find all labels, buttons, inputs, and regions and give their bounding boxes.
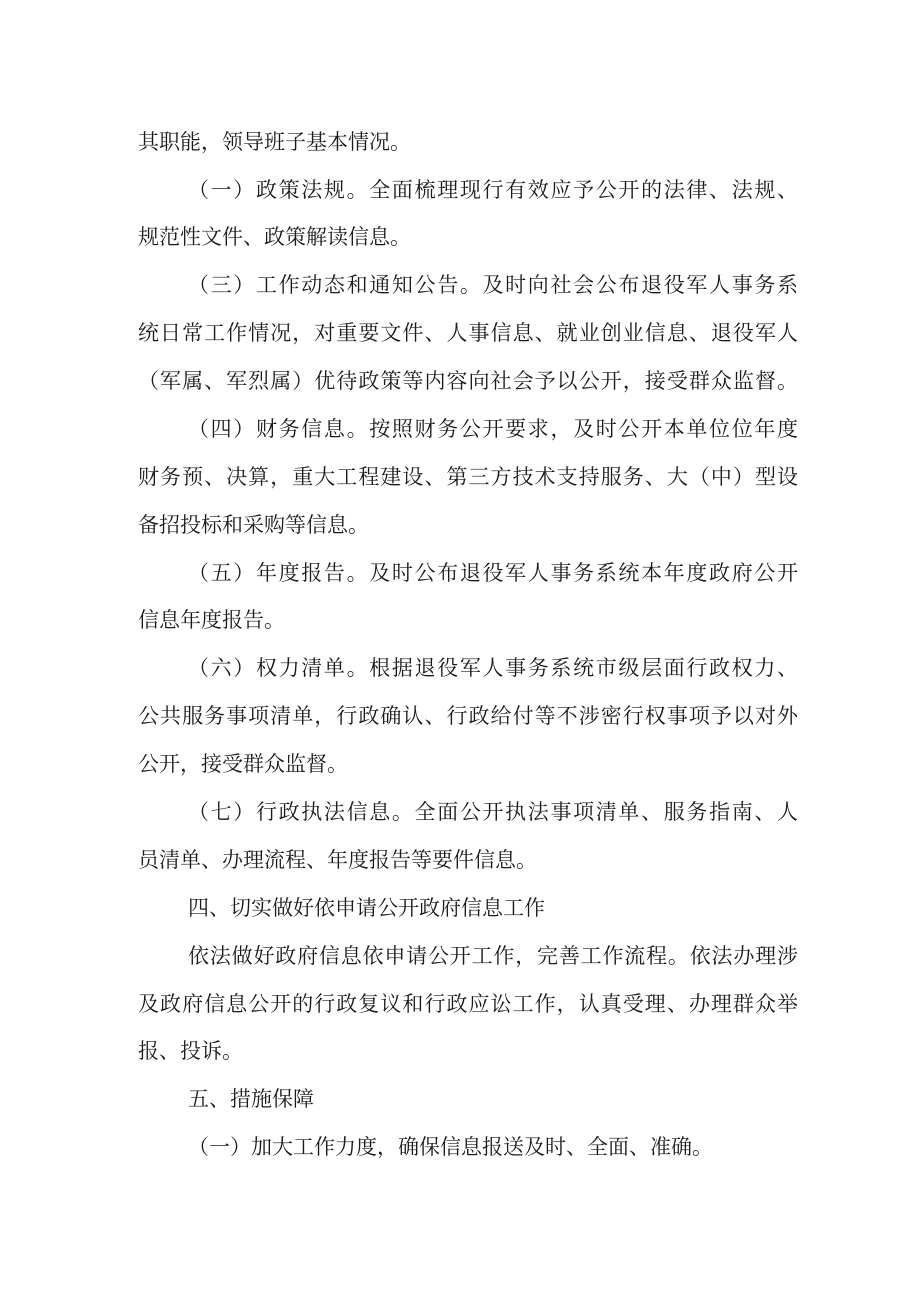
- paragraph-line: 员清单、办理流程、年度报告等要件信息。: [138, 848, 537, 872]
- paragraph-line: （军属、军烈属）优待政策等内容向社会予以公开，接受群众监督。: [138, 369, 798, 393]
- paragraph-line: 备招投标和采购等信息。: [138, 513, 369, 537]
- section-heading-finance: （四）财务信息。按照财务公开要求，及时公开本单位位年度: [188, 417, 798, 441]
- chapter-heading-five: 五、措施保障: [188, 1087, 314, 1111]
- paragraph-line: 公共服务事项清单，行政确认、行政给付等不涉密行权事项予以对外: [138, 704, 798, 728]
- paragraph-line: 及政府信息公开的行政复议和行政应讼工作，认真受理、办理群众举: [138, 992, 798, 1016]
- section-heading-measures-one: （一）加大工作力度，确保信息报送及时、全面、准确。: [188, 1135, 713, 1159]
- section-heading-annual-report: （五）年度报告。及时公布退役军人事务系统本年度政府公开: [188, 561, 798, 585]
- paragraph-line: 依法做好政府信息依申请公开工作，完善工作流程。依法办理涉: [188, 944, 798, 968]
- section-heading-work-news: （三）工作动态和通知公告。及时向社会公布退役军人事务系: [188, 273, 798, 297]
- paragraph-line: 其职能，领导班子基本情况。: [138, 130, 411, 154]
- chapter-heading-four: 四、切实做好依申请公开政府信息工作: [188, 896, 545, 920]
- paragraph-line: 规范性文件、政策解读信息。: [138, 225, 411, 249]
- section-heading-power-list: （六）权力清单。根据退役军人事务系统市级层面行政权力、: [188, 656, 798, 680]
- paragraph-line: 公开，接受群众监督。: [138, 752, 348, 776]
- section-heading-law-enforcement: （七）行政执法信息。全面公开执法事项清单、服务指南、人: [188, 800, 798, 824]
- paragraph-line: 财务预、决算，重大工程建设、第三方技术支持服务、大（中）型设: [138, 465, 798, 489]
- paragraph-line: 报、投诉。: [138, 1039, 243, 1063]
- paragraph-line: 统日常工作情况，对重要文件、人事信息、就业创业信息、退役军人: [138, 321, 798, 345]
- paragraph-line: 信息年度报告。: [138, 608, 285, 632]
- section-heading-policy: （一）政策法规。全面梳理现行有效应予公开的法律、法规、: [188, 178, 798, 202]
